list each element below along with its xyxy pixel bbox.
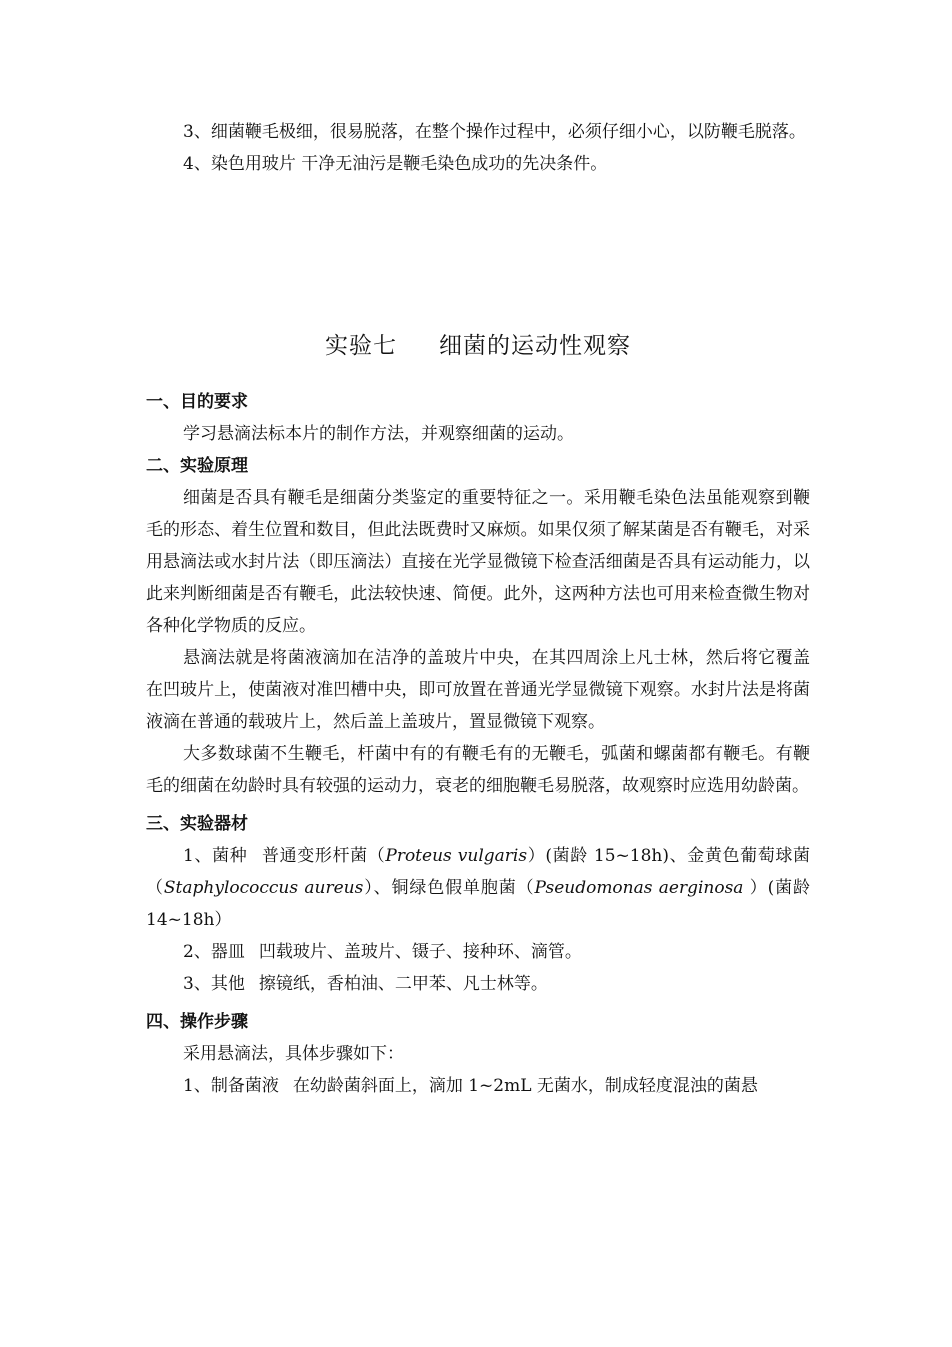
species-proteus: Proteus vulgaris: [385, 846, 528, 866]
principle-paragraph-3: 大多数球菌不生鞭毛，杆菌中有的有鞭毛有的无鞭毛，弧菌和螺菌都有鞭毛。有鞭毛的细菌在幼龄时具有较强的运动力，衰老的细胞鞭毛易脱落，故观察时应选用幼龄菌。: [146, 744, 810, 796]
principle-paragraph-1: 细菌是否具有鞭毛是细菌分类鉴定的重要特征之一。采用鞭毛染色法虽能观察到鞭毛的形态、着生位置和数目，但此法既费时又麻烦。如果仅须了解某菌是否有鞭毛，对采用悬滴法或水封片法（即压滴法）直接在光学显微镜下检查活细菌是否具有运动能力，以此来判断细菌是否有鞭毛，此法较快速、简便。此外，这两种方法也可用来检查微生物对各种化学物质的反应。: [146, 488, 810, 636]
procedure-intro: 采用悬滴法，具体步骤如下：: [183, 1044, 404, 1064]
section-heading-materials: 三、实验器材: [146, 814, 248, 834]
section-heading-objectives: 一、目的要求: [146, 392, 248, 412]
experiment-number: 实验七: [325, 333, 397, 359]
principle-paragraph-2: 悬滴法就是将菌液滴加在洁净的盖玻片中央，在其四周涂上凡士林，然后将它覆盖在凹玻片上，使菌液对准凹槽中央，即可放置在普通光学显微镜下观察。水封片法是将菌液滴在普通的载玻片上，然后盖上盖玻片，置显微镜下观察。: [146, 648, 810, 732]
materials-item-vessels: 2、器皿 凹载玻片、盖玻片、镊子、接种环、滴管。: [183, 942, 582, 962]
species-pseudomonas: Pseudomonas aerginosa: [534, 878, 744, 898]
section-heading-procedure: 四、操作步骤: [146, 1012, 248, 1032]
objectives-text: 学习悬滴法标本片的制作方法，并观察细菌的运动。: [183, 424, 574, 444]
procedure-step-1: 1、制备菌液 在幼龄菌斜面上，滴加 1~2mL 无菌水，制成轻度混浊的菌悬: [183, 1076, 758, 1096]
materials-item-other: 3、其他 擦镜纸，香柏油、二甲苯、凡士林等。: [183, 974, 548, 994]
note-item-4: 4、染色用玻片 干净无油污是鞭毛染色成功的先决条件。: [183, 154, 608, 174]
species-staphylococcus: Staphylococcus aureus: [163, 878, 364, 898]
document-page: [146, 116, 810, 1102]
section-heading-principle: 二、实验原理: [146, 456, 248, 476]
note-item-3: 3、细菌鞭毛极细，很易脱落，在整个操作过程中，必须仔细小心，以防鞭毛脱落。: [183, 122, 806, 142]
strains-label: 1、菌种: [183, 846, 248, 866]
materials-item-strains: 1、菌种 普通变形杆菌（Proteus vulgaris）(菌龄 15~18h)、金黄色葡萄球菌（Staphylococcus aureus）、铜绿色假单胞菌（Pseudomonas aerginosa ）(菌龄 14~18h）: [146, 846, 811, 930]
experiment-title: [146, 328, 810, 364]
experiment-name: 细菌的运动性观察: [439, 333, 631, 359]
